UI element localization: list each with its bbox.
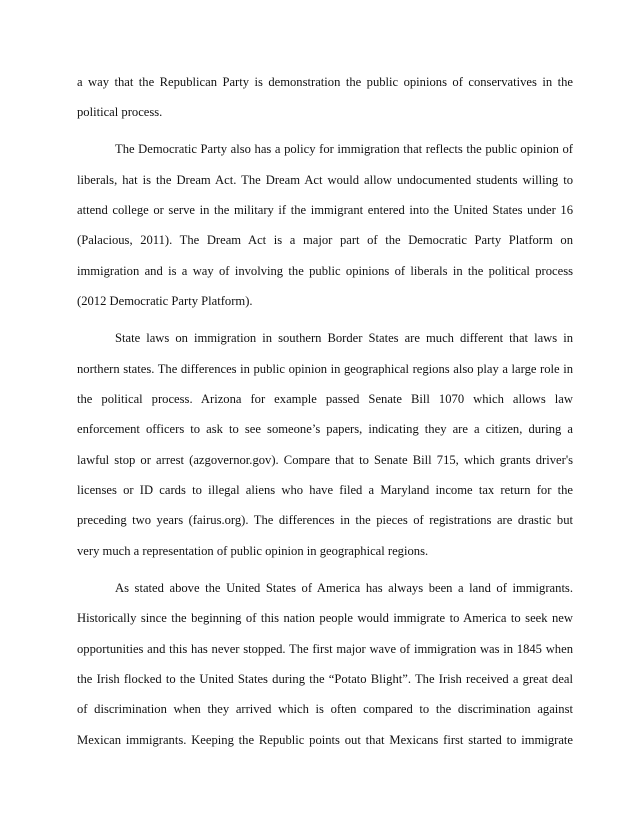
- text-line: opportunities and this has never stopped. The first major wave of immigration was in 1845 when: [77, 641, 573, 656]
- paragraph-continued: [77, 67, 573, 128]
- text-line: of discrimination when they arrived which is often compared to the discrimination against: [77, 702, 573, 717]
- text-line: a way that the Republican Party is demonstration the public opinions of conservatives in the: [77, 75, 573, 89]
- text-line: political process.: [77, 105, 163, 120]
- text-line: licenses or ID cards to illegal aliens who have filed a Maryland income tax return for the: [77, 483, 573, 498]
- text-line: (Palacious, 2011). The Dream Act is a major part of the Democratic Party Platform on: [77, 233, 573, 248]
- text-line: liberals, hat is the Dream Act. The Dream Act would allow undocumented students willing to: [77, 172, 573, 187]
- text-line: enforcement officers to ask to see someone’s papers, indicating they are a citizen, during a: [77, 422, 573, 437]
- text-line: attend college or serve in the military if the immigrant entered into the United States under 16: [77, 203, 573, 218]
- text-line: preceding two years (fairus.org). The differences in the pieces of registrations are drastic but: [77, 513, 573, 528]
- text-line: Historically since the beginning of this nation people would immigrate to America to seek new: [77, 611, 573, 626]
- text-line: State laws on immigration in southern Border States are much different that laws in: [115, 331, 573, 346]
- paragraph-democratic-party: [77, 134, 573, 316]
- text-line: the Irish flocked to the United States during the “Potato Blight”. The Irish received a great deal: [77, 671, 573, 686]
- text-line: very much a representation of public opinion in geographical regions.: [77, 543, 429, 558]
- text-line: the political process. Arizona for example passed Senate Bill 1070 which allows law: [77, 391, 573, 406]
- text-line: The Democratic Party also has a policy for immigration that reflects the public opinion of: [115, 142, 573, 157]
- document-body: [77, 67, 573, 755]
- text-line: immigration and is a way of involving the public opinions of liberals in the political process: [77, 263, 573, 278]
- paragraph-state-laws: [77, 323, 573, 566]
- text-line: northern states. The differences in public opinion in geographical regions also play a large role in: [77, 361, 573, 376]
- paragraph-immigration-history: [77, 573, 573, 755]
- text-line: Mexican immigrants. Keeping the Republic points out that Mexicans first started to immigrate: [77, 732, 573, 747]
- text-line: As stated above the United States of America has always been a land of immigrants.: [115, 580, 573, 595]
- text-line: (2012 Democratic Party Platform).: [77, 294, 253, 309]
- text-line: lawful stop or arrest (azgovernor.gov). Compare that to Senate Bill 715, which grants driver's: [77, 452, 573, 467]
